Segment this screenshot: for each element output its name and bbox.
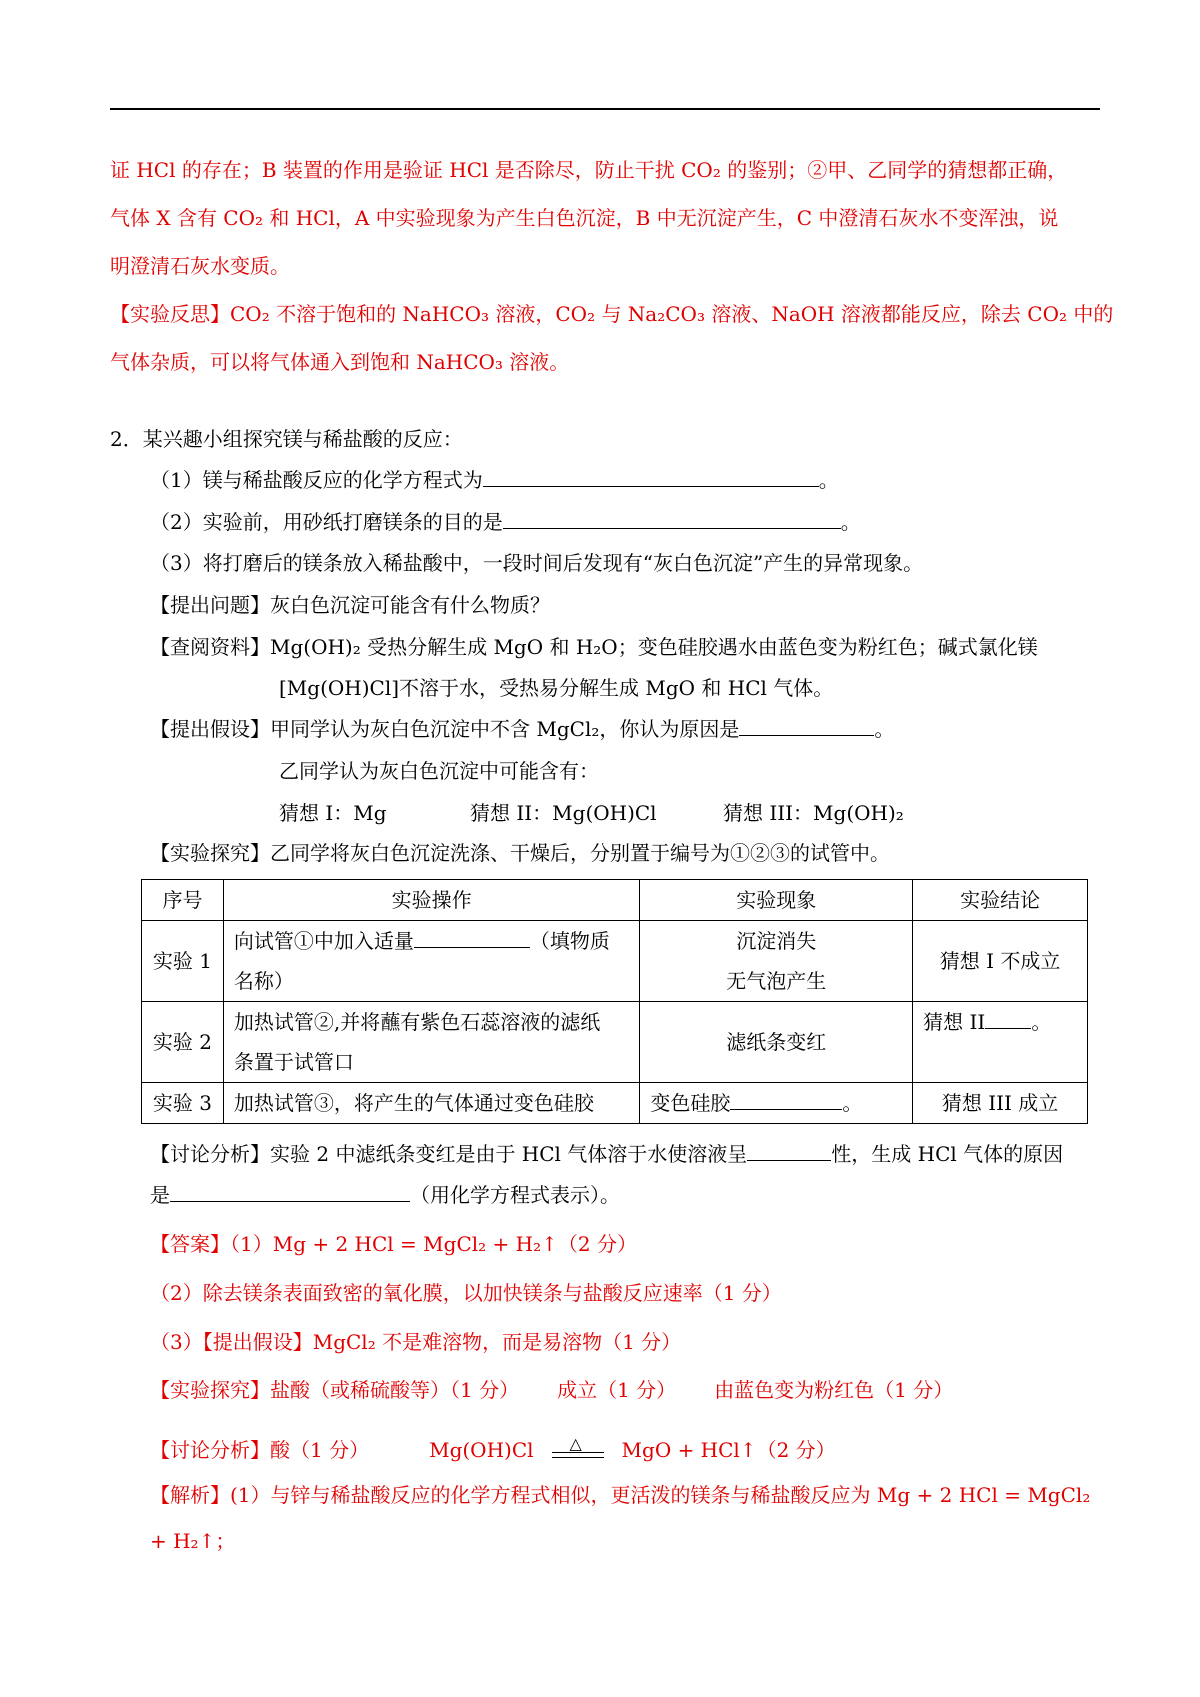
answer-5-products: MgO + HCl↑（2 分） (621, 1438, 836, 1462)
q2-prefix: （2）实验前，用砂纸打磨镁条的目的是 (150, 510, 503, 534)
hypothesis-line (150, 716, 894, 742)
row1-op-b: （填物质 (529, 929, 610, 953)
guess-2: 猜想 II：Mg(OH)Cl (470, 801, 657, 825)
q2-suffix: 。 (840, 510, 861, 534)
guess-3: 猜想 III：Mg(OH)₂ (723, 801, 904, 825)
row2-operation (223, 1002, 640, 1083)
row3-phen-suffix: 。 (842, 1091, 863, 1115)
row3-id: 实验 3 (142, 1083, 224, 1124)
row3-phen-prefix: 变色硅胶 (650, 1091, 731, 1115)
header-operation: 实验操作 (223, 880, 640, 921)
header-rule (110, 108, 1100, 110)
table-row (142, 921, 1088, 1002)
row1-operation (223, 921, 640, 1002)
hypothesis-line-2: 乙同学认为灰白色沉淀中可能含有： (279, 759, 599, 783)
discussion-line2-suffix: （用化学方程式表示）。 (410, 1183, 620, 1207)
q2-line (150, 509, 861, 535)
answer-4a: 【实验探究】盐酸（或稀硫酸等）（1 分） (150, 1378, 520, 1402)
info-line-1: 【查阅资料】Mg(OH)₂ 受热分解生成 MgO 和 H₂O；变色硅胶遇水由蓝色变为粉红色；碱式氯化镁 (150, 635, 1038, 659)
hypothesis-prefix: 【提出假设】甲同学认为灰白色沉淀中不含 MgCl₂，你认为原因是 (150, 717, 740, 741)
table-header-row (142, 880, 1088, 921)
row3-phenomenon (640, 1083, 913, 1124)
row1-op-c: 名称） (233, 969, 294, 993)
row3-operation: 加热试管③，将产生的气体通过变色硅胶 (223, 1083, 640, 1124)
discussion-suffix: 性，生成 HCl 气体的原因 (831, 1142, 1064, 1166)
question-title: 2．某兴趣小组探究镁与稀盐酸的反应： (110, 427, 463, 451)
answer-5 (150, 1433, 836, 1465)
row2-conclusion (913, 1002, 1088, 1083)
heat-triangle-icon: △ (569, 1433, 582, 1453)
header-phenomenon: 实验现象 (640, 880, 913, 921)
discussion-line-2 (150, 1182, 620, 1208)
analysis-line-2: + H₂↑； (150, 1529, 236, 1553)
row3-answer-blank[interactable] (730, 1091, 842, 1110)
row2-answer-blank[interactable] (985, 1010, 1031, 1029)
explore-line: 【实验探究】乙同学将灰白色沉淀洗涤、干燥后，分别置于编号为①②③的试管中。 (150, 841, 890, 865)
q3-line: （3）将打磨后的镁条放入稀盐酸中，一段时间后发现有“灰白色沉淀”产生的异常现象。 (150, 551, 924, 575)
table-row (142, 1083, 1088, 1124)
answer-1: 【答案】（1）Mg + 2 HCl = MgCl₂ + H₂↑（2 分） (150, 1232, 637, 1256)
row3-conclusion: 猜想 III 成立 (913, 1083, 1088, 1124)
answer-continuation-line-3: 明澄清石灰水变质。 (110, 254, 290, 278)
hypothesis-answer-blank[interactable] (739, 717, 874, 736)
answer-5-reactant: Mg(OH)Cl (429, 1438, 534, 1462)
answer-5-prefix: 【讨论分析】酸（1 分） (150, 1438, 370, 1462)
analysis-line-1: 【解析】(1）与锌与稀盐酸反应的化学方程式相似，更活泼的镁条与稀盐酸反应为 Mg + 2 HCl = MgCl₂ (150, 1483, 1091, 1507)
row2-phenomenon: 滤纸条变红 (640, 1002, 913, 1083)
q1-suffix: 。 (818, 468, 839, 492)
discussion-line2-prefix: 是 (150, 1183, 170, 1207)
hypothesis-suffix: 。 (874, 717, 895, 741)
row2-id: 实验 2 (142, 1002, 224, 1083)
q1-line (150, 467, 839, 493)
row1-id: 实验 1 (142, 921, 224, 1002)
header-id: 序号 (142, 880, 224, 921)
guess-1: 猜想 I：Mg (279, 801, 387, 825)
answer-continuation-line-2: 气体 X 含有 CO₂ 和 HCl，A 中实验现象为产生白色沉淀，B 中无沉淀产生，C 中澄清石灰水不变浑浊，说 (110, 206, 1059, 230)
answer-4c: 由蓝色变为粉红色（1 分） (714, 1378, 954, 1402)
discussion-line-1 (150, 1141, 1063, 1167)
q2-answer-blank[interactable] (503, 510, 841, 529)
q1-prefix: （1）镁与稀盐酸反应的化学方程式为 (150, 468, 483, 492)
row1-op-a: 向试管①中加入适量 (233, 929, 414, 953)
answer-4b: 成立（1 分） (557, 1378, 677, 1402)
answer-4 (150, 1377, 953, 1403)
row1-conclusion: 猜想 I 不成立 (913, 921, 1088, 1002)
row1-phenomenon (640, 921, 913, 1002)
table-row (142, 1002, 1088, 1083)
ask-line: 【提出问题】灰白色沉淀可能含有什么物质？ (150, 593, 550, 617)
row1-answer-blank[interactable] (414, 929, 530, 948)
reflection-line-1: 【实验反思】CO₂ 不溶于饱和的 NaHCO₃ 溶液，CO₂ 与 Na₂CO₃ 溶液、NaOH 溶液都能反应，除去 CO₂ 中的 (110, 302, 1114, 326)
reaction-heat-arrow (548, 1433, 608, 1465)
header-conclusion: 实验结论 (913, 880, 1088, 921)
discussion-answer-blank-1[interactable] (747, 1142, 831, 1161)
row2-op-a: 加热试管②,并将蘸有紫色石蕊溶液的滤纸 (233, 1010, 601, 1034)
row1-phen-b: 无气泡产生 (726, 969, 827, 993)
answer-3: （3）【提出假设】MgCl₂ 不是难溶物，而是易溶物（1 分） (150, 1330, 682, 1354)
experiment-table (141, 879, 1088, 1124)
row2-concl-suffix: 。 (1031, 1010, 1052, 1034)
answer-continuation-line-1: 证 HCl 的存在；B 装置的作用是验证 HCl 是否除尽，防止干扰 CO₂ 的鉴别；②甲、乙同学的猜想都正确， (110, 158, 1068, 182)
row1-phen-a: 沉淀消失 (736, 929, 817, 953)
q1-answer-blank[interactable] (483, 468, 819, 487)
reflection-line-2: 气体杂质，可以将气体通入到饱和 NaHCO₃ 溶液。 (110, 350, 570, 374)
discussion-answer-blank-2[interactable] (170, 1183, 410, 1202)
row2-op-b: 条置于试管口 (233, 1050, 354, 1074)
discussion-prefix: 【讨论分析】实验 2 中滤纸条变红是由于 HCl 气体溶于水使溶液呈 (150, 1142, 748, 1166)
answer-2: （2）除去镁条表面致密的氧化膜，以加快镁条与盐酸反应速率（1 分） (150, 1281, 782, 1305)
row2-concl-prefix: 猜想 II (923, 1010, 986, 1034)
info-line-2: [Mg(OH)Cl]不溶于水，受热易分解生成 MgO 和 HCl 气体。 (279, 676, 834, 700)
